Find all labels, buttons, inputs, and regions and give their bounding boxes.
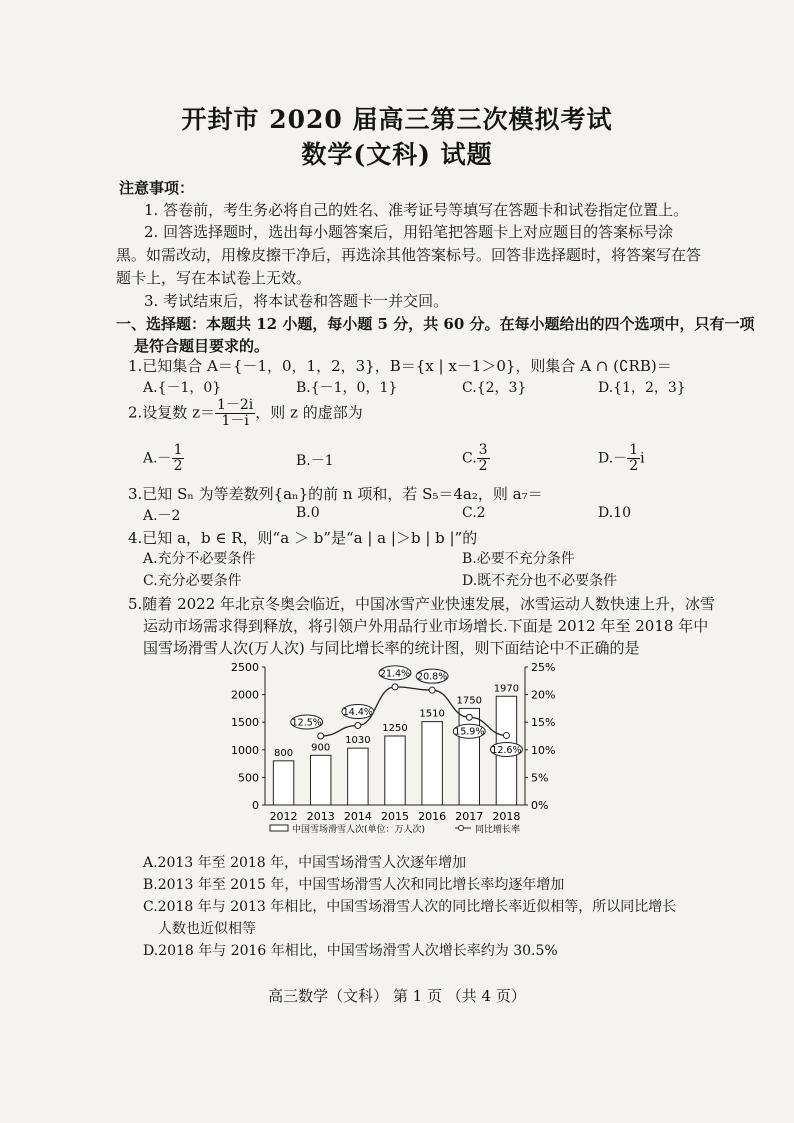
legend-bar-swatch xyxy=(270,825,288,831)
q3-option-d: D.10 xyxy=(598,505,631,521)
q2-suffix: ，则 z 的虚部为 xyxy=(255,403,363,422)
growth-rate-label: 12.5% xyxy=(291,717,322,729)
bar xyxy=(348,748,368,805)
q2-option-c xyxy=(462,443,490,474)
q5-option-d: D.2018 年与 2016 年相比，中国雪场滑雪人次增长率约为 30.5% xyxy=(143,943,558,959)
q2-option-c-den: 2 xyxy=(478,458,488,474)
q2-option-d-fraction xyxy=(627,443,640,474)
growth-rate-label: 15.9% xyxy=(454,726,485,738)
left-tick-label: 2000 xyxy=(231,688,259,702)
x-tick-label: 2013 xyxy=(306,810,335,823)
q2-option-a-den: 2 xyxy=(173,458,183,474)
bar-value-label: 1750 xyxy=(456,695,483,707)
question-5-stem-cont: 国雪场滑雪人次(万人次) 与同比增长率的统计图，则下面结论中不正确的是 xyxy=(143,639,640,657)
question-3-stem: 3.已知 Sₙ 为等差数列{aₙ}的前 n 项和，若 S₅＝4a₂，则 a₇＝ xyxy=(128,485,543,503)
bar-value-label: 1250 xyxy=(382,723,408,734)
x-tick-label: 2018 xyxy=(492,810,521,823)
note-line: 3. 考试结束后，将本试卷和答题卡一并交回。 xyxy=(144,292,449,310)
ski-visits-chart xyxy=(195,655,595,840)
q4-option-c: C.充分必要条件 xyxy=(143,573,242,589)
growth-rate-point xyxy=(429,687,435,693)
legend-bar-label: 中国雪场滑雪人次(单位：万人次) xyxy=(292,825,426,835)
bar-value-label: 1030 xyxy=(345,735,371,747)
bar xyxy=(311,755,331,805)
x-tick-label: 2015 xyxy=(381,810,409,823)
legend-line-label: 同比增长率 xyxy=(475,825,521,835)
q5-option-a: A.2013 年至 2018 年，中国雪场滑雪人次逐年增加 xyxy=(143,855,467,871)
q2-option-c-num: 3 xyxy=(478,442,488,458)
q2-option-a xyxy=(143,443,184,474)
question-1-stem: 1.已知集合 A＝{－1，0，1，2，3}，B＝{x | x－1＞0}，则集合 A ∩ (∁RB)＝ xyxy=(128,357,672,375)
bar xyxy=(459,708,479,805)
bar-value-label: 800 xyxy=(274,747,294,759)
q4-option-b: B.必要不充分条件 xyxy=(462,551,575,567)
legend-line-marker xyxy=(459,826,464,831)
q1-option-d: D.{1，2，3} xyxy=(598,380,686,396)
bar-value-label: 1970 xyxy=(493,683,520,695)
note-line: 1. 答卷前，考生务必将自己的姓名、准考证号等填写在答题卡和试卷指定位置上。 xyxy=(144,201,689,219)
q3-option-c: C.2 xyxy=(462,505,486,521)
question-5-stem: 5.随着 2022 年北京冬奥会临近，中国冰雪产业快速发展，冰雪运动人数快速上升，冰雪 xyxy=(128,595,716,613)
page-footer: 高三数学（文科） 第 1 页 （共 4 页） xyxy=(268,987,526,1005)
x-tick-label: 2017 xyxy=(455,810,484,823)
left-tick-label: 2500 xyxy=(231,661,259,674)
q2-option-c-prefix: C. xyxy=(462,450,477,467)
note-line: 2. 回答选择题时，选出每小题答案后，用铅笔把答题卡上对应题目的答案标号涂 xyxy=(144,223,674,241)
q4-option-a: A.充分不必要条件 xyxy=(143,551,256,567)
q5-option-c: C.2018 年与 2013 年相比，中国雪场滑雪人次的同比增长率近似相等，所以同比增长 xyxy=(143,899,677,915)
q2-option-c-fraction xyxy=(477,443,490,474)
growth-rate-point xyxy=(392,684,398,690)
bar xyxy=(385,736,405,805)
left-tick-label: 1500 xyxy=(231,716,259,730)
bar xyxy=(422,722,442,805)
q2-prefix: 2.设复数 z＝ xyxy=(128,403,215,422)
growth-rate-label: 21.4% xyxy=(379,668,411,680)
left-tick-label: 500 xyxy=(238,771,259,785)
page-subtitle: 数学(文科) 试题 xyxy=(301,140,493,169)
question-5-stem-cont: 运动市场需求得到释放，将引领户外用品行业市场增长.下面是 2012 年至 2018 年中 xyxy=(143,617,709,635)
q5-option-c-cont: 人数也近似相等 xyxy=(158,921,256,937)
q2-option-a-fraction xyxy=(172,443,185,474)
right-tick-label: 20% xyxy=(531,688,556,702)
q1-option-b: B.{－1，0，1} xyxy=(296,380,398,396)
q2-option-d-suffix: i xyxy=(640,450,645,467)
growth-rate-point xyxy=(466,714,472,720)
growth-rate-label: 20.8% xyxy=(417,671,448,683)
growth-rate-point xyxy=(503,732,509,738)
q5-option-b: B.2013 年至 2015 年，中国雪场滑雪人次和同比增长率均逐年增加 xyxy=(143,877,565,893)
notes-heading: 注意事项： xyxy=(119,179,195,197)
growth-rate-label: 14.4% xyxy=(342,707,373,719)
q1-option-c: C.{2，3} xyxy=(462,380,527,396)
section-heading: 一、选择题：本题共 12 小题，每小题 5 分，共 60 分。在每小题给出的四个选项中，只有一项 xyxy=(116,315,755,333)
q2-option-a-num: 1 xyxy=(173,442,183,458)
q2-option-d-den: 2 xyxy=(629,458,639,474)
growth-rate-label: 12.6% xyxy=(491,744,522,756)
q2-option-d xyxy=(598,443,645,474)
q2-denominator: 1－i xyxy=(221,413,249,429)
q3-option-a: A.－2 xyxy=(143,508,181,524)
q2-option-b: B.－1 xyxy=(296,453,334,469)
right-tick-label: 25% xyxy=(531,661,556,674)
bar xyxy=(273,761,293,805)
q1-option-a: A.{－1，0} xyxy=(143,380,222,396)
x-tick-label: 2016 xyxy=(418,810,447,823)
right-tick-label: 0% xyxy=(531,799,549,812)
right-tick-label: 5% xyxy=(531,771,549,785)
question-4-stem: 4.已知 a，b ∈ R，则“a ＞ b”是“a | a |＞b | b |”的 xyxy=(128,529,478,547)
page-title: 开封市 2020 届高三第三次模拟考试 xyxy=(181,105,613,134)
left-tick-label: 1000 xyxy=(231,743,259,757)
right-tick-label: 15% xyxy=(531,716,556,730)
q2-option-a-prefix: A.－ xyxy=(143,450,172,467)
left-tick-label: 0 xyxy=(252,799,259,812)
q2-numerator: 1－2i xyxy=(216,397,254,413)
x-tick-label: 2014 xyxy=(343,810,372,823)
q2-fraction xyxy=(215,398,255,429)
growth-rate-point xyxy=(355,723,361,729)
bar-value-label: 1510 xyxy=(419,708,445,720)
growth-rate-point xyxy=(318,733,324,739)
question-2-stem xyxy=(128,398,363,429)
note-line: 题卡上，写在本试卷上无效。 xyxy=(116,269,312,287)
section-heading-cont: 是符合题目要求的。 xyxy=(134,337,270,355)
bar-value-label: 900 xyxy=(311,742,331,754)
q2-option-d-num: 1 xyxy=(629,442,639,458)
right-tick-label: 10% xyxy=(531,743,556,757)
q3-option-b: B.0 xyxy=(296,505,320,521)
note-line: 黑。如需改动，用橡皮擦干净后，再选涂其他答案标号。回答非选择题时，将答案写在答 xyxy=(116,246,702,264)
q2-option-d-prefix: D.－ xyxy=(598,450,628,467)
q4-option-d: D.既不充分也不必要条件 xyxy=(462,573,618,589)
x-tick-label: 2012 xyxy=(269,810,298,823)
